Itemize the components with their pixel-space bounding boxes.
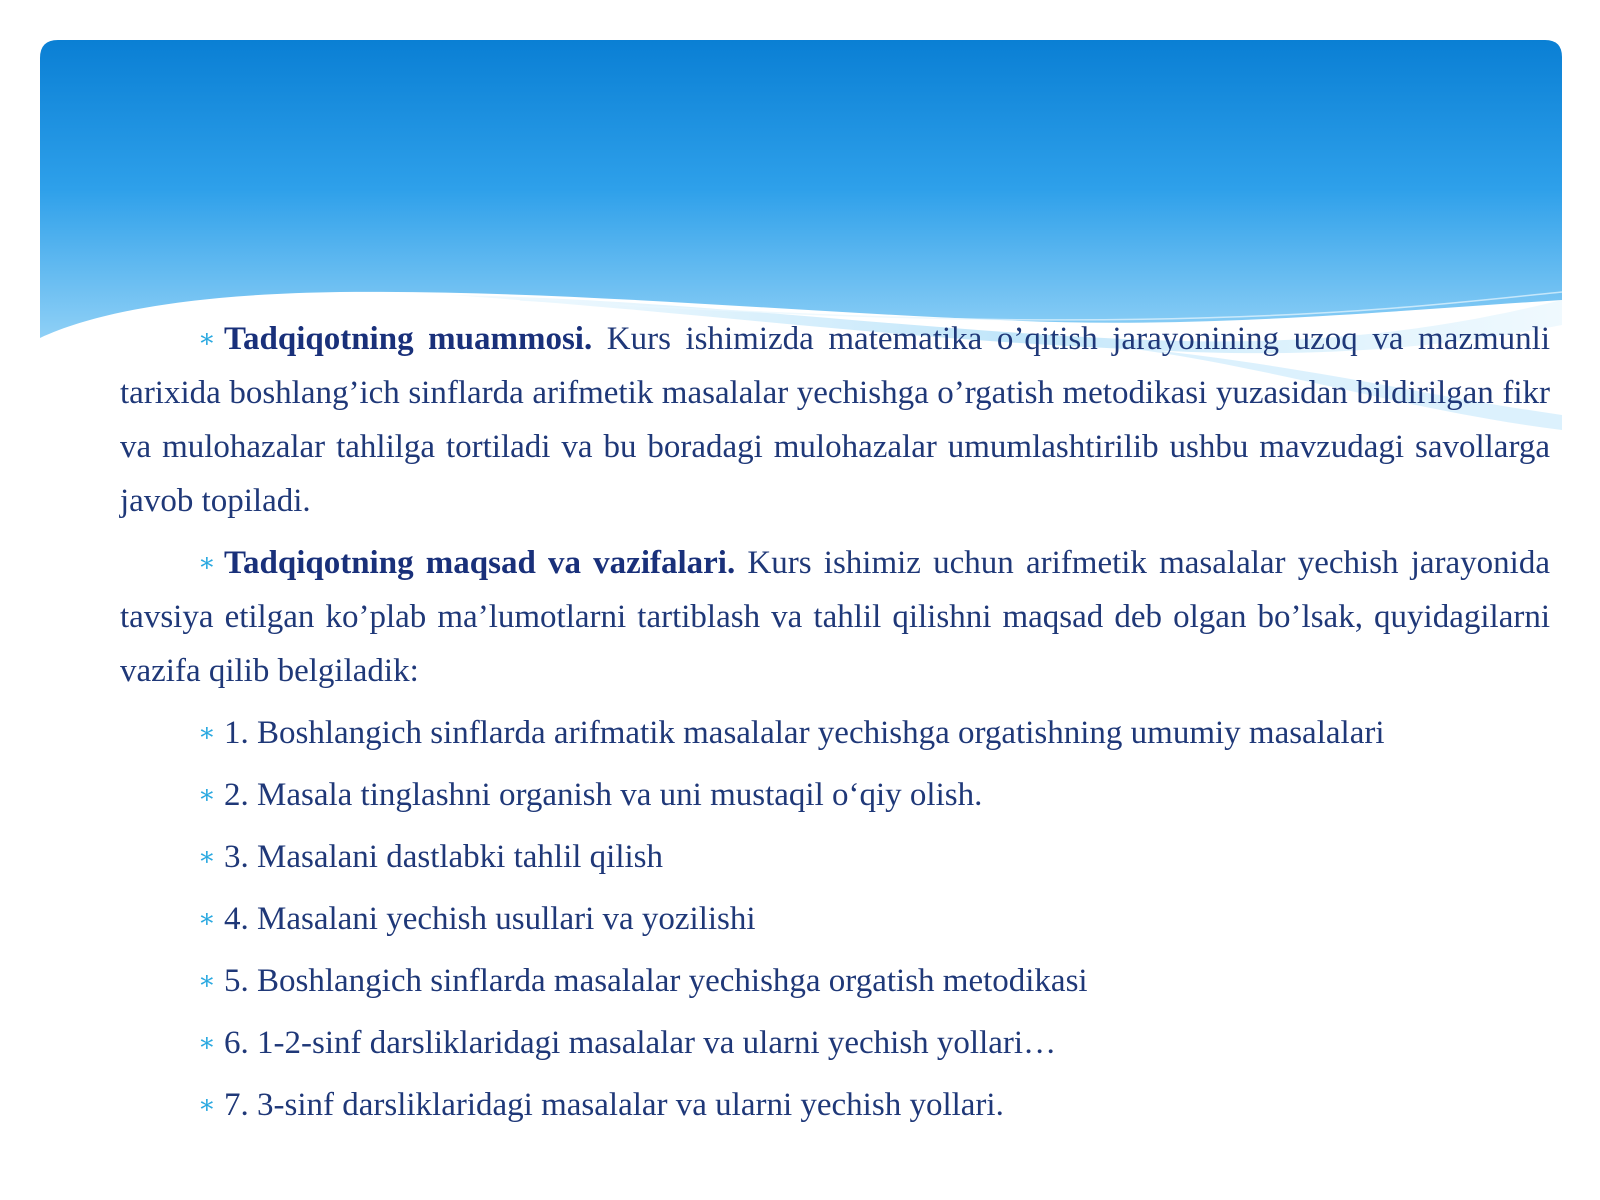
asterisk-bullet-icon: ∗ bbox=[198, 1028, 216, 1057]
header-shape bbox=[40, 40, 1562, 338]
slide-content bbox=[120, 312, 1550, 1140]
task-item bbox=[120, 954, 1550, 1008]
task-item bbox=[120, 1016, 1550, 1070]
task-text: 7. 3-sinf darsliklaridagi masalalar va ularni yechish yollari. bbox=[224, 1087, 1004, 1123]
task-item bbox=[120, 1078, 1550, 1132]
goals-text: Kurs ishimiz uchun arifmetik masalalar yechish jarayonida tavsiya etilgan ko’plab ma’lumotlarni tartiblash va tahlil qilishni maqsad deb olgan bo’lsak, quyidagilarni vazifa qilib belgiladik: bbox=[120, 545, 1550, 689]
goals-heading: Tadqiqotning maqsad va vazifalari. bbox=[224, 545, 736, 581]
task-item bbox=[120, 892, 1550, 946]
task-text: 4. Masalani yechish usullari va yozilishi bbox=[224, 901, 756, 937]
asterisk-bullet-icon: ∗ bbox=[198, 718, 216, 747]
task-text: 3. Masalani dastlabki tahlil qilish bbox=[224, 839, 664, 875]
problem-text: Kurs ishimizda matematika o’qitish jarayonining uzoq va mazmunli tarixida boshlang’ich sinflarda arifmetik masalalar yechishga o’rgatish metodikasi yuzasidan bildirilgan fikr va mulohazalar tahlilga tortiladi va bu boradagi mulohazalar umumlashtirilib ushbu mavzudagi savollarga javob topiladi. bbox=[120, 321, 1550, 519]
task-item bbox=[120, 706, 1550, 760]
problem-heading: Tadqiqotning muammosi. bbox=[224, 321, 593, 357]
asterisk-bullet-icon: ∗ bbox=[198, 966, 216, 995]
asterisk-bullet-icon: ∗ bbox=[198, 1090, 216, 1119]
goals-paragraph bbox=[120, 536, 1550, 698]
asterisk-bullet-icon: ∗ bbox=[198, 780, 216, 809]
asterisk-bullet-icon: ∗ bbox=[198, 548, 216, 577]
problem-paragraph bbox=[120, 312, 1550, 528]
task-text: 2. Masala tinglashni organish va uni mustaqil o‘qiy olish. bbox=[224, 777, 983, 813]
task-text: 1. Boshlangich sinflarda arifmatik masalalar yechishga orgatishning umumiy masalalari bbox=[224, 715, 1385, 751]
asterisk-bullet-icon: ∗ bbox=[198, 842, 216, 871]
task-text: 6. 1-2-sinf darsliklaridagi masalalar va ularni yechish yollari… bbox=[224, 1025, 1057, 1061]
task-item bbox=[120, 830, 1550, 884]
task-item bbox=[120, 768, 1550, 822]
asterisk-bullet-icon: ∗ bbox=[198, 324, 216, 353]
task-text: 5. Boshlangich sinflarda masalalar yechishga orgatish metodikasi bbox=[224, 963, 1088, 999]
asterisk-bullet-icon: ∗ bbox=[198, 904, 216, 933]
